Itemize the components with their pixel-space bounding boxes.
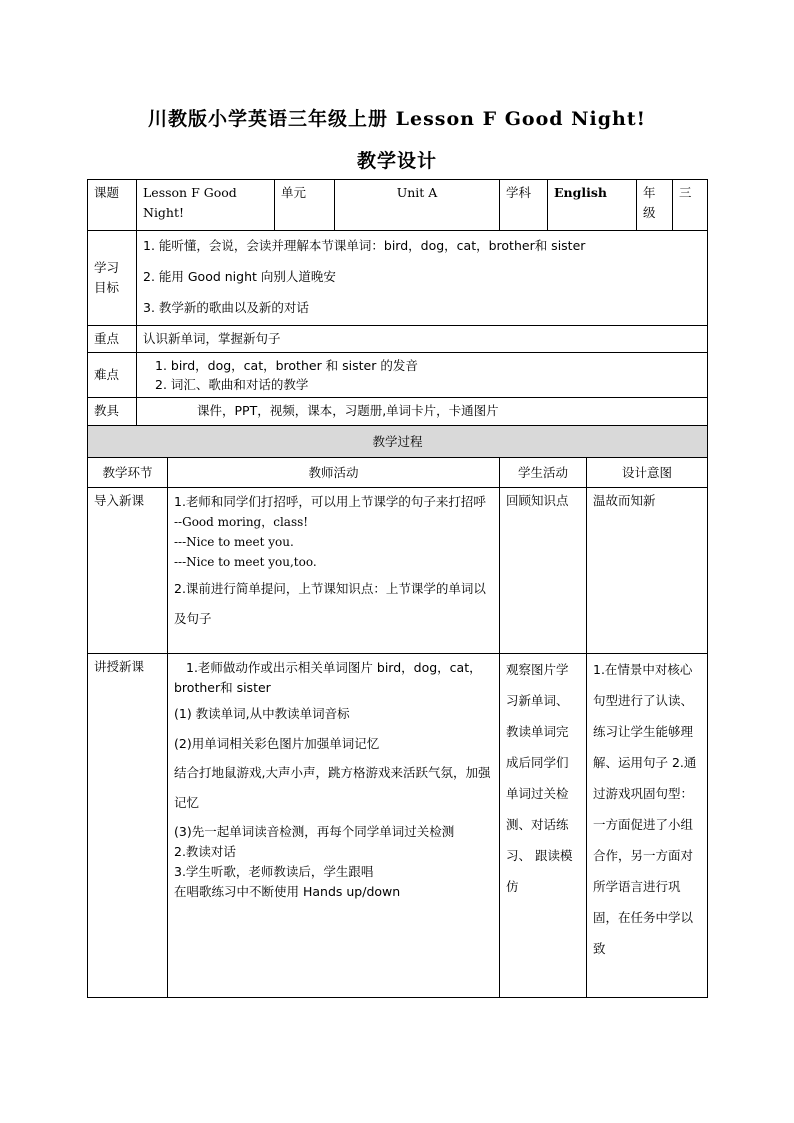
stage-cell: 导入新课 bbox=[88, 488, 168, 654]
grade-value: 三 bbox=[673, 180, 708, 231]
teacher-activity-line: ---Nice to meet you,too. bbox=[174, 555, 317, 569]
unit-value: Unit A bbox=[335, 180, 500, 231]
course-label: 课题 bbox=[88, 180, 137, 231]
teacher-activity-line: 结合打地鼠游戏,大声小声，跳方格游戏来活跃气氛，加强记忆 bbox=[174, 765, 491, 810]
teacher-activity-line: 在唱歌练习中不断使用 Hands up/down bbox=[174, 884, 401, 899]
intent-cell: 1.在情景中对核心句型进行了认读、练习让学生能够理解、运用句子 2.通过游戏巩固句型：一方面促进了小组合作，另一方面对所学语言进行巩固，在任务中学以致 bbox=[587, 654, 708, 998]
difficulties-label: 难点 bbox=[88, 353, 137, 398]
goal-item: 2. 能用 Good night 向别人道晚安 bbox=[143, 269, 336, 284]
intent-cell: 温故而知新 bbox=[587, 488, 708, 654]
key-points-value: 认识新单词，掌握新句子 bbox=[137, 326, 708, 353]
teacher-activity-line: --Good moring，class! bbox=[174, 515, 309, 529]
goals-label: 学习目标 bbox=[88, 231, 137, 326]
teacher-activity-line: (1) 教读单词,从中教读单词音标 bbox=[174, 706, 350, 721]
teacher-activity-line: (3)先一起单词读音检测，再每个同学单词过关检测 bbox=[174, 824, 455, 839]
process-header-student: 学生活动 bbox=[500, 458, 587, 488]
tools-label: 教具 bbox=[88, 398, 137, 426]
course-value: Lesson F Good Night! bbox=[137, 180, 275, 231]
unit-label: 单元 bbox=[275, 180, 335, 231]
subject-value: English bbox=[548, 180, 637, 231]
teacher-activity-line: 2.课前进行简单提问，上节课知识点：上节课学的单词以及句子 bbox=[174, 581, 486, 626]
process-header-intent: 设计意图 bbox=[587, 458, 708, 488]
process-heading: 教学过程 bbox=[88, 426, 708, 458]
teacher-activity-line: (2)用单词相关彩色图片加强单词记忆 bbox=[174, 736, 380, 751]
document-subtitle: 教学设计 bbox=[356, 150, 437, 172]
grade-label: 年级 bbox=[637, 180, 673, 231]
key-points-label: 重点 bbox=[88, 326, 137, 353]
teacher-activity-line: ---Nice to meet you. bbox=[174, 535, 294, 549]
process-header-stage: 教学环节 bbox=[88, 458, 168, 488]
goal-item: 1. 能听懂，会说，会读并理解本节课单词：bird，dog，cat，brother和 sister bbox=[143, 238, 586, 253]
lesson-plan-table bbox=[87, 179, 708, 998]
difficulty-item: 1. bird，dog，cat，brother 和 sister 的发音 bbox=[155, 358, 418, 373]
teacher-activity-line: 2.教读对话 bbox=[174, 844, 236, 859]
document-title: 川教版小学英语三年级上册 Lesson F Good Night! bbox=[148, 108, 646, 130]
subject-label: 学科 bbox=[500, 180, 548, 231]
teacher-activity-line: 3.学生听歌，老师教读后，学生跟唱 bbox=[174, 864, 374, 879]
goal-item: 3. 教学新的歌曲以及新的对话 bbox=[143, 300, 309, 315]
difficulty-item: 2. 词汇、歌曲和对话的教学 bbox=[155, 377, 309, 392]
teacher-activity-line: 1.老师和同学们打招呼，可以用上节课学的句子来打招呼 bbox=[174, 494, 486, 509]
stage-cell: 讲授新课 bbox=[88, 654, 168, 998]
student-activity-cell: 观察图片学习新单词、教读单词完成后同学们单词过关检测、对话练习、 跟读模仿 bbox=[500, 654, 587, 998]
process-header-teacher: 教师活动 bbox=[168, 458, 500, 488]
teacher-activity-line: 1.老师做动作或出示相关单词图片 bird，dog，cat，brother和 sister bbox=[174, 660, 482, 695]
student-activity-cell: 回顾知识点 bbox=[500, 488, 587, 654]
tools-value: 课件，PPT，视频，课本，习题册,单词卡片，卡通图片 bbox=[137, 398, 708, 426]
